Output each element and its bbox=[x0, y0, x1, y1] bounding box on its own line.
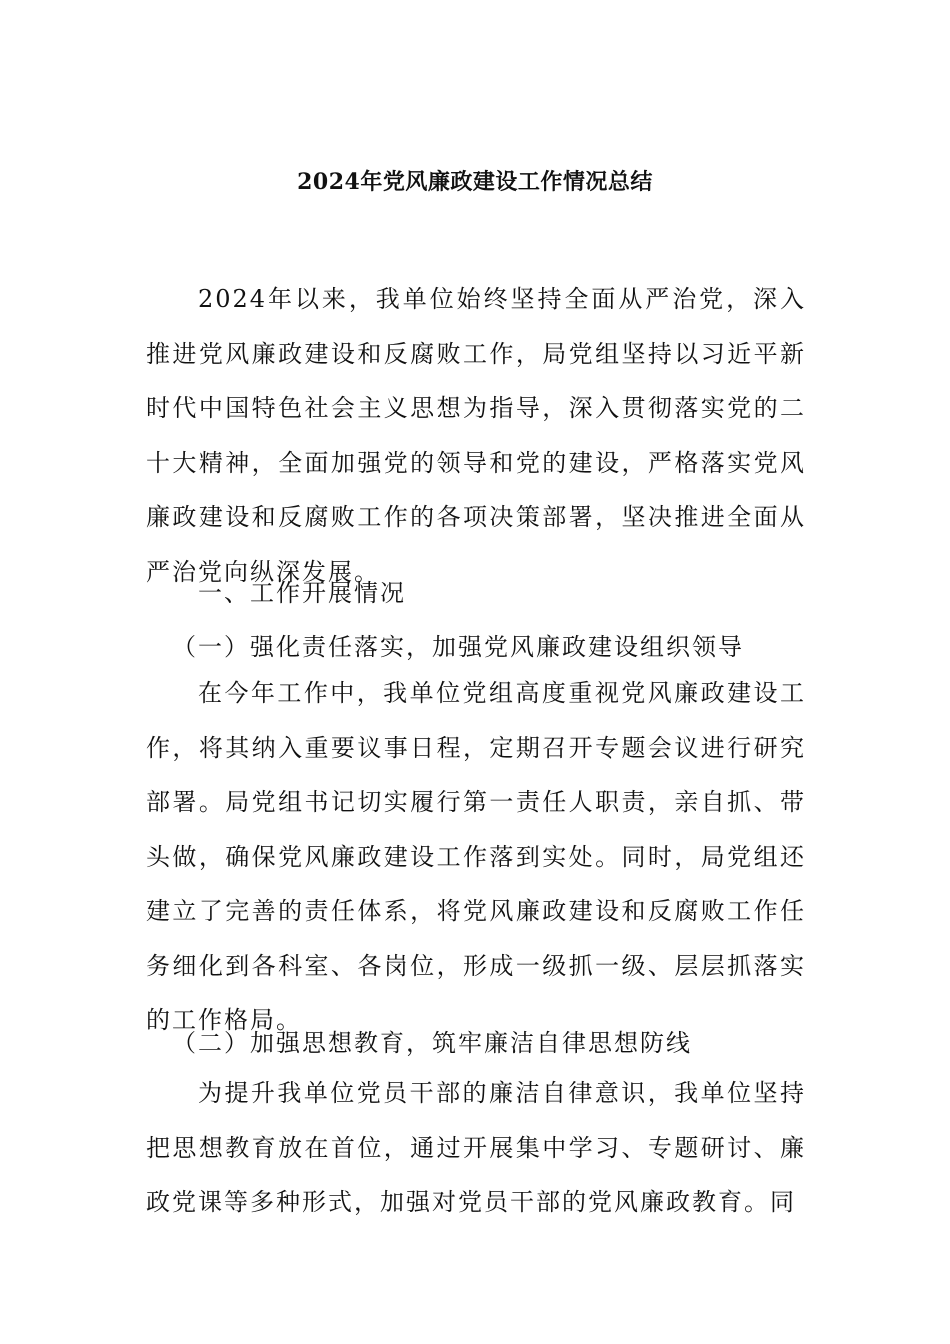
subsection-heading-responsibility: （一）强化责任落实，加强党风廉政建设组织领导 bbox=[172, 633, 744, 661]
subsection-paragraph-education: 为提升我单位党员干部的廉洁自律意识，我单位坚持把思想教育放在首位，通过开展集中学习、专题研讨、廉政党课等多种形式，加强对党员干部的党风廉政教育。同 bbox=[146, 1079, 806, 1216]
section-heading-work-status: 一、工作开展情况 bbox=[198, 579, 406, 607]
intro-paragraph: 2024年以来，我单位始终坚持全面从严治党，深入推进党风廉政建设和反腐败工作，局党组坚持以习近平新时代中国特色社会主义思想为指导，深入贯彻落实党的二十大精神，全面加强党的领导和党的建设，严格落实党风廉政建设和反腐败工作的各项决策部署，坚决推进全面从严治党向纵深发展。 bbox=[146, 285, 806, 586]
subsection-paragraph-responsibility: 在今年工作中，我单位党组高度重视党风廉政建设工作，将其纳入重要议事日程，定期召开专题会议进行研究部署。局党组书记切实履行第一责任人职责，亲自抓、带头做，确保党风廉政建设工作落到实处。同时，局党组还建立了完善的责任体系，将党风廉政建设和反腐败工作任务细化到各科室、各岗位，形成一级抓一级、层层抓落实的工作格局。 bbox=[146, 679, 806, 1034]
subsection-heading-education: （二）加强思想教育，筑牢廉洁自律思想防线 bbox=[172, 1029, 692, 1057]
document-title: 2024年党风廉政建设工作情况总结 bbox=[297, 169, 653, 195]
